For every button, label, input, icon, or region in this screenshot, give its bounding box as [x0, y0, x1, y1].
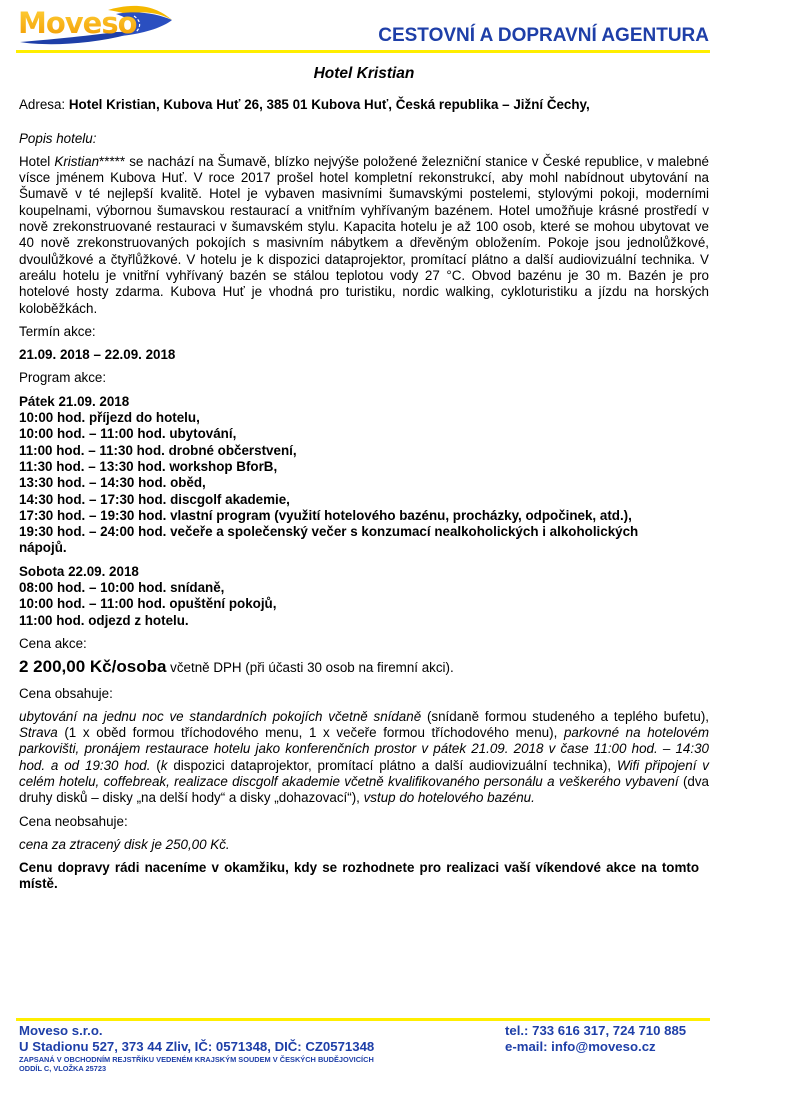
header-divider — [16, 50, 710, 53]
phone-numbers: tel.: 733 616 317, 724 710 885 — [505, 1023, 687, 1038]
footer-company-info — [19, 1023, 374, 1073]
program-day-title: Sobota 22.09. 2018 — [19, 563, 139, 579]
program-item: 10:00 hod. – 11:00 hod. opuštění pokojů, — [19, 596, 277, 612]
term-value: 21.09. 2018 – 22.09. 2018 — [19, 347, 176, 363]
program-item: 10:00 hod. – 11:00 hod. ubytování, — [19, 426, 237, 442]
program-item: 11:00 hod. odjezd z hotelu. — [19, 612, 189, 628]
description-text: ***** se nachází na Šumavě, blízko nejvýše položené železniční stanice v České republice, v malebné vísce jménem Kubova Huť. V roce 2017 prošel hotel kompletní rekonstrukcí, aby mohl nabídnout ubytování na Šumavě v té nejlepší kvalitě. Hotel je vybaven masivními šumavskými postelemi, stylovými pokoji, moderními koupelnami, výbornou šumavskou restaurací a vnitřním vyhřívaným bazénem. Hotel umožňuje krásné prostředí v nově zrekonstruované restauraci v šumavském stylu. Kapacita hotelu je až 100 osob, které se mohou ubytovat ve 40 nově zrekonstruovaných pokojích s masivním nábytkem a dřevěným obložením. Pokoje jsou jednolůžkové, dvoulůžkové a čtyřlůžkové. V hotelu je k dispozici dataprojektor, promítací plátno a další audiovizuální technika. V areálu hotelu je vnitřní vyhřívaný bazén se stálou teplotou vody 27 °C. Obvod bazénu je 30 m. Bazén je pro hotelové hosty zdarma. Kubova Huť je vhodná pro turistiku, nordic walking, cykloturistiku a jízdu na horských koloběžkách. — [19, 153, 710, 316]
address-label: Adresa: — [19, 97, 66, 113]
program-item: 14:30 hod. – 17:30 hod. discgolf akademie, — [19, 491, 290, 507]
includes-run: (1 x oběd formou tříchodového menu, 1 x večeře formou tříchodového menu), — [57, 725, 564, 741]
includes-run: k — [160, 757, 168, 773]
registry-line: ZAPSANÁ V OBCHODNÍM REJSTŘÍKU VEDENÉM KRAJSKÝM SOUDEM V ČESKÝCH BUDĚJOVICÍCH — [19, 1055, 374, 1064]
program-day-saturday — [19, 564, 709, 629]
price-label: Cena akce: — [19, 635, 87, 651]
agency-title: CESTOVNÍ A DOPRAVNÍ AGENTURA — [378, 25, 709, 46]
footer-divider — [16, 1018, 710, 1021]
hotel-description — [19, 154, 709, 317]
address-value: Hotel Kristian, Kubova Huť 26, 385 01 Kubova Huť, Česká republika – Jižní Čechy, — [68, 97, 590, 113]
includes-run: vstup do hotelového bazénu. — [363, 790, 535, 806]
description-label: Popis hotelu: — [19, 130, 97, 146]
price-value: 2 200,00 Kč/osoba — [19, 657, 167, 677]
includes-run: Strava — [19, 725, 58, 741]
page-footer — [0, 1010, 789, 1094]
includes-run: Wifi připojení v celém hotelu, coffebreak, realizace discgolf akademie včetně kvalifikovaného personálu a veškerého vybavení — [19, 757, 709, 789]
moveso-logo — [16, 2, 176, 46]
page-header — [0, 0, 789, 56]
price-line — [19, 659, 709, 676]
program-day-title: Pátek 21.09. 2018 — [19, 393, 130, 409]
includes-text — [19, 709, 709, 807]
price-note: včetně DPH (při účasti 30 osob na firemní akci). — [166, 660, 454, 676]
includes-run: (snídaně formou studeného a teplého bufetu), — [421, 708, 709, 724]
program-item: 13:30 hod. – 14:30 hod. oběd, — [19, 475, 206, 491]
excludes-label: Cena neobsahuje: — [19, 813, 128, 829]
program-item: 17:30 hod. – 19:30 hod. vlastní program (využití hotelového bazénu, procházky, odpočinek, atd.), — [19, 507, 632, 523]
includes-run: (dva druhy disků – disky „na delší hody“ a disky „dohazovací“), — [19, 773, 709, 806]
registry-line: ODDÍL C, VLOŽKA 25723 — [19, 1064, 107, 1073]
excludes-value: cena za ztracený disk je 250,00 Kč. — [19, 836, 230, 852]
program-item: 19:30 hod. – 24:00 hod. večeře a společenský večer s konzumací nealkoholických i alkoholických nápojů. — [19, 524, 639, 556]
program-item: 11:00 hod. – 11:30 hod. drobné občerstvení, — [19, 442, 297, 458]
closing-note: Cenu dopravy rádi naceníme v okamžiku, kdy se rozhodnete pro realizaci vaší víkendové akce na tomto místě. — [19, 860, 699, 892]
description-hotel-name: Kristian — [54, 153, 100, 169]
includes-label: Cena obsahuje: — [19, 685, 113, 701]
program-item: 08:00 hod. – 10:00 hod. snídaně, — [19, 580, 225, 596]
program-item: 10:00 hod. příjezd do hotelu, — [19, 410, 200, 426]
document-body — [19, 66, 709, 900]
logo-text: Moveso — [18, 6, 137, 40]
footer-contact-info — [505, 1023, 686, 1055]
includes-run: ubytování na jednu noc ve standardních pokojích včetně snídaně — [19, 708, 422, 724]
description-text: Hotel — [19, 153, 55, 169]
program-label: Program akce: — [19, 370, 107, 386]
program-day-friday — [19, 394, 709, 557]
includes-run: parkovné na hotelovém parkovišti, pronájem restaurace hotelu jako konferenčních prostor v pátek 21.09. 2018 v čase 11:00 hod. – 14:30 hod. a od 19:30 hod. — [19, 725, 709, 773]
company-address: U Stadionu 527, 373 44 Zliv, IČ: 0571348, DIČ: CZ0571348 — [19, 1039, 375, 1054]
address-line — [19, 97, 709, 113]
email-link[interactable]: e-mail: info@moveso.cz — [505, 1039, 656, 1054]
program-item: 11:30 hod. – 13:30 hod. workshop BforB, — [19, 458, 278, 474]
document-title: Hotel Kristian — [313, 65, 415, 82]
includes-run: ( — [150, 757, 161, 773]
company-name: Moveso s.r.o. — [19, 1023, 103, 1038]
includes-run: dispozici dataprojektor, promítací plátno a další audiovizuální technika), — [167, 757, 617, 773]
term-label: Termín akce: — [19, 323, 96, 339]
